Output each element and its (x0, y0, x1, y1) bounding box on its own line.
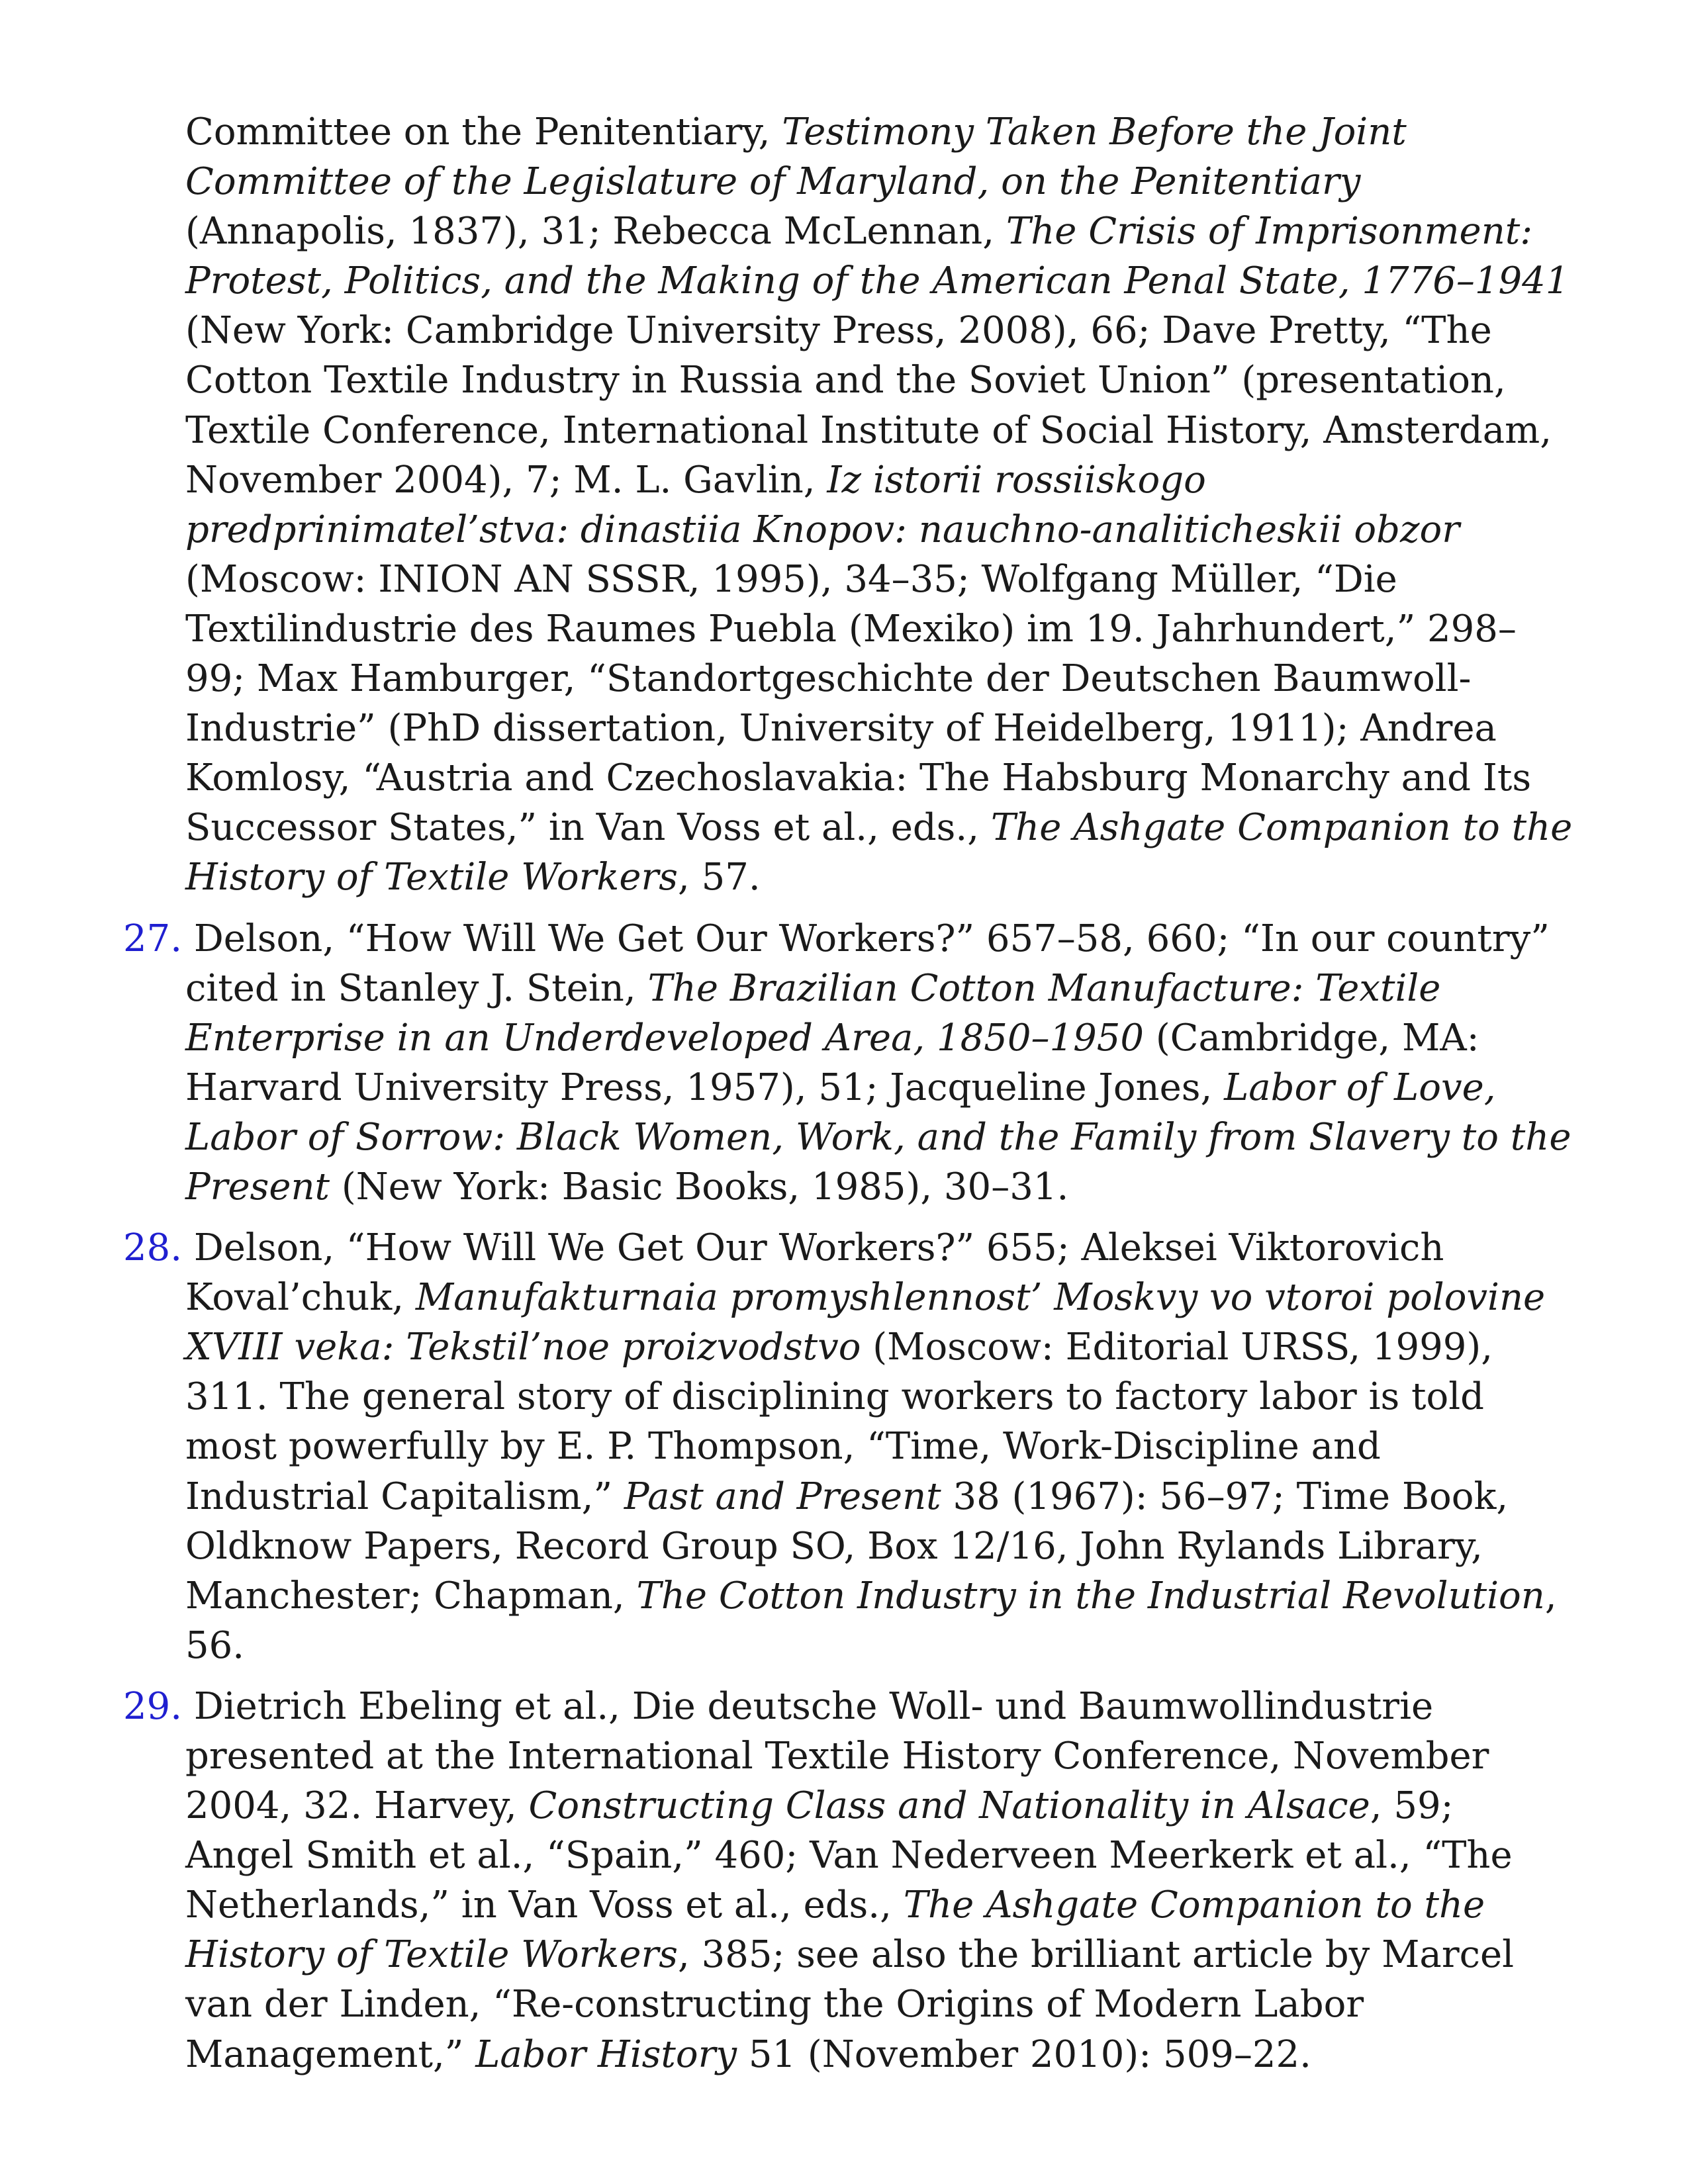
note-text-segment: (New York: Basic Books, 1985), 30–31. (330, 1165, 1069, 1208)
note-text-segment: Committee on the Penitentiary, (185, 111, 782, 154)
note-text-segment: (Moscow: INION AN SSSR, 1995), 34–35; Wolfgang Müller, “Die Textilindustrie des Raumes Puebla (Mexiko) im 19. Jahrhundert,” 298–99; Max Hamburger, “Standortgeschichte der Deutschen Baumwoll-Industrie” (PhD dissertation, University of Heidelberg, 1911); Andrea Komlosy, “Austria and Czechoslavakia: The Habsburg Monarchy and Its Successor States,” in Van Voss et al., eds., (185, 557, 1532, 850)
note-text-segment: , 57. (677, 856, 761, 899)
note-text-segment: The Ashgate Companion to the History of Textile Workers (185, 806, 1573, 899)
note-text-segment: 38 (1967): 56–97; Time Book, Oldknow Papers, Record Group SO, Box 12/16, John Rylands Library, Manchester; Chapman, (185, 1475, 1509, 1617)
note-text-segment: Delson, “How Will We Get Our Workers?” 657–58, 660; “In our country” cited in Stanley J. Stein, (182, 917, 1550, 1010)
note-number-link[interactable]: 29. (123, 1684, 183, 1728)
note-text-segment: The Crisis of Imprisonment: Protest, Politics, and the Making of the American Penal State, 1776–1941 (185, 210, 1570, 303)
note-text-segment: , 56. (185, 1574, 1557, 1667)
endnote-27 (123, 914, 1573, 1212)
note-text-segment: Past and Present (624, 1475, 941, 1518)
note-number-link[interactable]: 28. (123, 1226, 183, 1270)
note-text-segment: (Moscow: Editorial URSS, 1999), 311. The general story of disciplining workers to factory labor is told most powerfully by E. P. Thompson, “Time, Work-Discipline and Industrial Capitalism,” (185, 1326, 1493, 1518)
note-text-segment: Labor History (475, 2032, 737, 2076)
endnote-continuation (123, 107, 1573, 903)
endnotes-list (123, 107, 1573, 2091)
note-text-segment: The Brazilian Cotton Manufacture: Textile Enterprise in an Underdeveloped Area, 1850–1950 (185, 966, 1441, 1060)
note-text-segment: Delson, “How Will We Get Our Workers?” 655; Aleksei Viktorovich Koval’chuk, (182, 1226, 1444, 1320)
note-text-segment: Manufakturnaia promyshlennost’ Moskvy vo vtoroi polovine XVIII veka: Tekstil’noe proizvodstvo (185, 1276, 1546, 1369)
note-text-segment: (Cambridge, MA: Harvard University Press, 1957), 51; Jacqueline Jones, (185, 1016, 1479, 1109)
note-number-link[interactable]: 27. (123, 917, 183, 960)
note-text-segment: Iz istorii rossiiskogo predprinimatel’stva: dinastiia Knopov: nauchno-analiticheskii obzor (185, 458, 1460, 551)
note-text-segment: 51 (November 2010): 509–22. (737, 2032, 1311, 2076)
endnote-29 (123, 1682, 1573, 2079)
note-text-segment: (New York: Cambridge University Press, 2008), 66; Dave Pretty, “The Cotton Textile Industry in Russia and the Soviet Union” (presentation, Textile Conference, International Institute of Social History, Amsterdam, November 2004), 7; M. L. Gavlin, (185, 309, 1552, 502)
note-text-segment: , 385; see also the brilliant article by Marcel van der Linden, “Re-constructing the Origins of Modern Labor Management,” (185, 1933, 1515, 2076)
note-text-segment: (Annapolis, 1837), 31; Rebecca McLennan, (185, 210, 1006, 253)
endnote-28 (123, 1223, 1573, 1670)
note-text-segment: Dietrich Ebeling et al., Die deutsche Woll- und Baumwollindustrie presented at the International Textile History Conference, November 2004, 32. Harvey, (182, 1684, 1489, 1828)
note-text-segment: Labor of Love, Labor of Sorrow: Black Women, Work, and the Family from Slavery to the Present (185, 1066, 1571, 1208)
note-text-segment: , 59; Angel Smith et al., “Spain,” 460; Van Nederveen Meerkerk et al., “The Netherlands,” in Van Voss et al., eds., (185, 1784, 1513, 1927)
note-text-segment: The Ashgate Companion to the History of Textile Workers (185, 1884, 1485, 1977)
note-text-segment: The Cotton Industry in the Industrial Revolution (636, 1574, 1545, 1617)
note-text-segment: Constructing Class and Nationality in Alsace (528, 1784, 1370, 1828)
note-text-segment: Testimony Taken Before the Joint Committee of the Legislature of Maryland, on the Penitentiary (185, 111, 1407, 204)
